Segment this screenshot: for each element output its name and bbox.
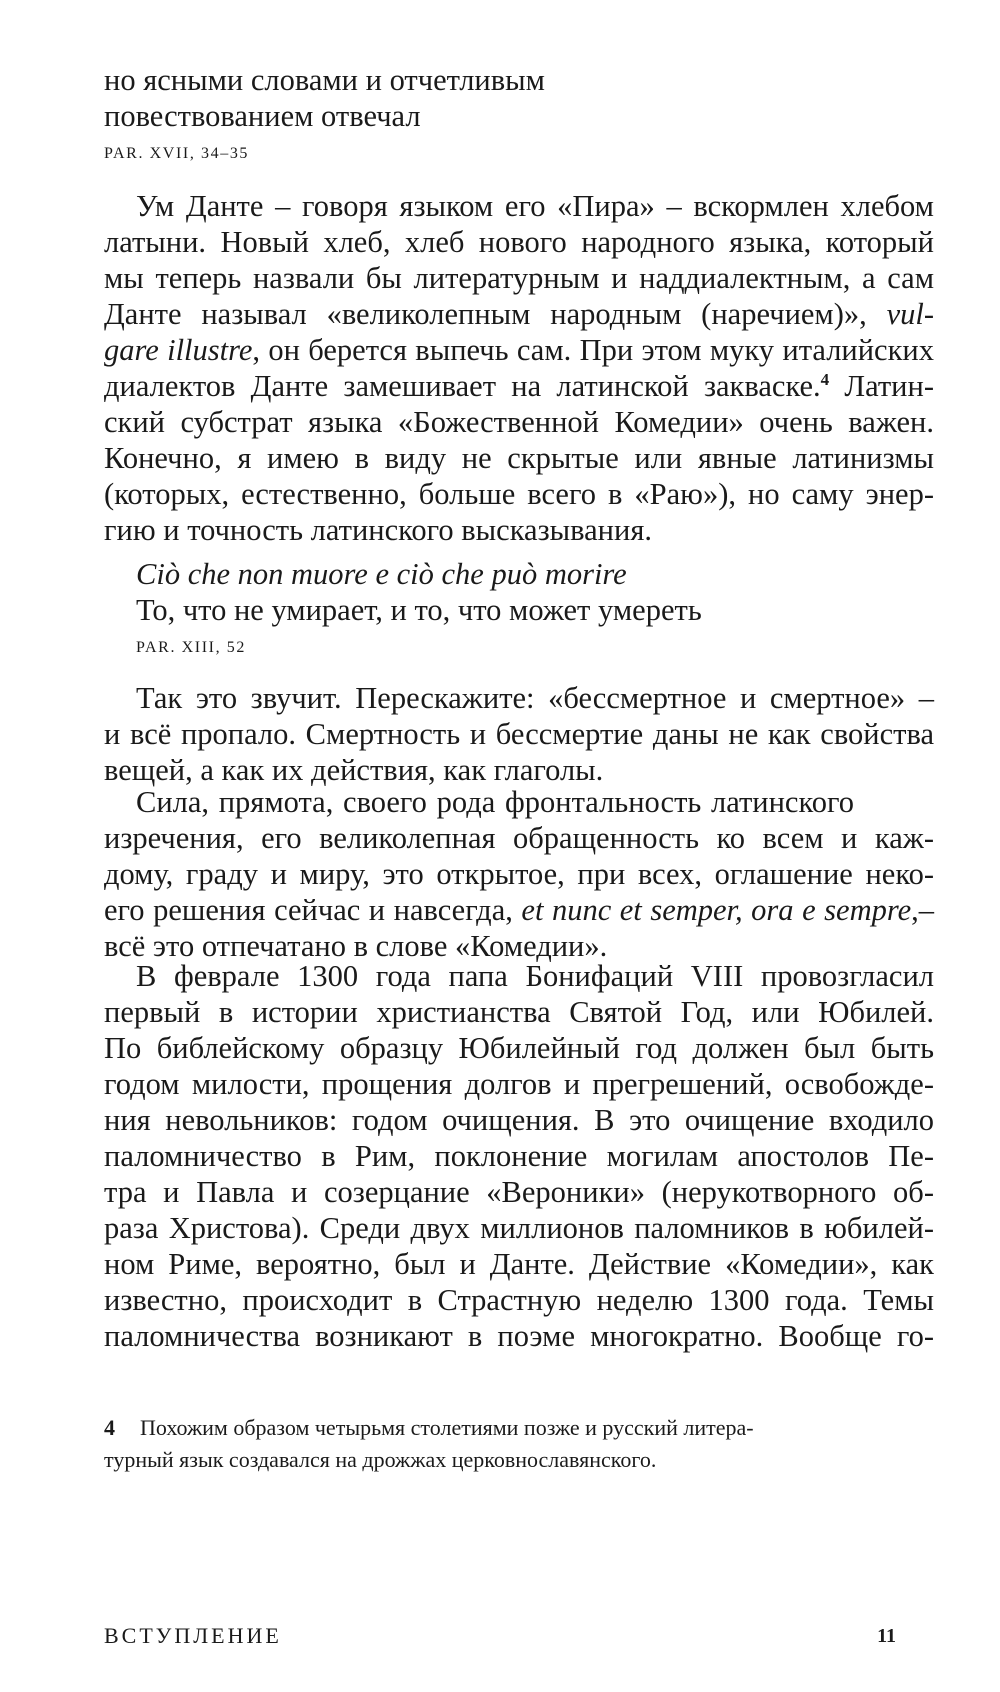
footnote-marker[interactable]: 4 xyxy=(820,370,830,389)
text-line xyxy=(104,892,934,928)
text-segment: его решения сейчас и навсегда, xyxy=(104,893,522,927)
text-segment: диалектов Данте замешивает на латинской закваске. xyxy=(104,369,821,403)
paragraph-1 xyxy=(104,188,934,548)
paragraph-3 xyxy=(104,784,934,964)
italic-segment: Ciò che non muore e ciò che può morire xyxy=(136,557,627,591)
text-line: ния невольников: годом очищения. В это очищение входило xyxy=(104,1103,934,1137)
text-segment: Латин- xyxy=(829,369,934,403)
italic-segment: vul- xyxy=(886,297,934,331)
epigraph-line: повествованием отвечал xyxy=(104,99,421,133)
text-line: ном Риме, вероятно, был и Данте. Действие «Комедии», как xyxy=(104,1247,934,1281)
quote-reference: PAR. XIII, 52 xyxy=(136,639,246,656)
text-line: Сила, прямота, своего рода фронтальность латинского xyxy=(136,785,854,819)
text-line: вещей, а как их действия, как глаголы. xyxy=(104,753,604,787)
text-line: Конечно, я имею в виду не скрытые или явные латинизмы xyxy=(104,441,934,475)
text-line: ский субстрат языка «Божественной Комедии» очень важен. xyxy=(104,405,934,439)
text-segment: ,– xyxy=(911,893,934,927)
text-line: дому, граду и миру, это открытое, при всех, оглашение неко- xyxy=(104,857,934,891)
text-line: всё это отпечатано в слове «Комедии». xyxy=(104,929,608,963)
text-line: паломничества возникают в поэме многократно. Вообще го- xyxy=(104,1319,934,1353)
footnote-number: 4 xyxy=(104,1415,115,1440)
text-line xyxy=(104,296,934,332)
text-segment: Данте называл «великолепным народным (наречием)», xyxy=(104,297,887,331)
footnote-line xyxy=(104,1412,934,1444)
text-line: латыни. Новый хлеб, хлеб нового народного языка, который xyxy=(104,225,934,259)
text-line: раза Христова). Среди двух миллионов паломников в юбилей- xyxy=(104,1211,934,1245)
text-line: По библейскому образцу Юбилейный год должен был быть xyxy=(104,1031,934,1065)
text-line xyxy=(104,332,934,368)
text-line: Ум Данте – говоря языком его «Пира» – вскормлен хлебом xyxy=(136,189,934,223)
text-line: мы теперь назвали бы литературным и наддиалектным, а сам xyxy=(104,261,934,295)
footnote-text: Похожим образом четырьмя столетиями позже и русский литера- xyxy=(140,1415,754,1440)
quote-russian: То, что не умирает, и то, что может умереть xyxy=(136,593,702,627)
text-segment: , он берется выпечь сам. При этом муку италийских xyxy=(252,333,934,367)
epigraph-line: но ясными словами и отчетливым xyxy=(104,63,545,97)
italic-segment: gare illustre xyxy=(104,333,253,367)
text-line: первый в истории христианства Святой Год, или Юбилей. xyxy=(104,995,934,1029)
text-line: Так это звучит. Перескажите: «бессмертное и смертное» – xyxy=(136,681,934,715)
running-head: ВСТУПЛЕНИЕ xyxy=(104,1623,282,1648)
footnote xyxy=(104,1412,934,1476)
quote-italian xyxy=(104,556,934,592)
text-line: тра и Павла и созерцание «Вероники» (нерукотворного об- xyxy=(104,1175,934,1209)
paragraph-2 xyxy=(104,680,934,788)
text-line xyxy=(104,368,934,404)
text-line: и всё пропало. Смертность и бессмертие даны не как свойства xyxy=(104,717,934,751)
epigraph-reference: PAR. XVII, 34–35 xyxy=(104,145,250,162)
text-line: гию и точность латинского высказывания. xyxy=(104,513,652,547)
paragraph-4 xyxy=(104,958,934,1354)
text-line: годом милости, прощения долгов и прегрешений, освобожде- xyxy=(104,1067,934,1101)
text-line: известно, происходит в Страстную неделю 1300 года. Темы xyxy=(104,1283,934,1317)
text-line: (которых, естественно, больше всего в «Раю»), но саму энер- xyxy=(104,477,934,511)
quotation xyxy=(104,556,934,658)
epigraph xyxy=(104,62,934,164)
page-number: 11 xyxy=(877,1625,896,1647)
text-line: паломничество в Рим, поклонение могилам апостолов Пе- xyxy=(104,1139,934,1173)
text-line: В феврале 1300 года папа Бонифаций VIII провозгласил xyxy=(136,959,934,993)
italic-segment: et nunc et semper, ora e sempre xyxy=(521,893,912,927)
text-line: изречения, его великолепная обращенность ко всем и каж- xyxy=(104,821,934,855)
footnote-line: турный язык создавался на дрожжах церковнославянского. xyxy=(104,1447,657,1472)
